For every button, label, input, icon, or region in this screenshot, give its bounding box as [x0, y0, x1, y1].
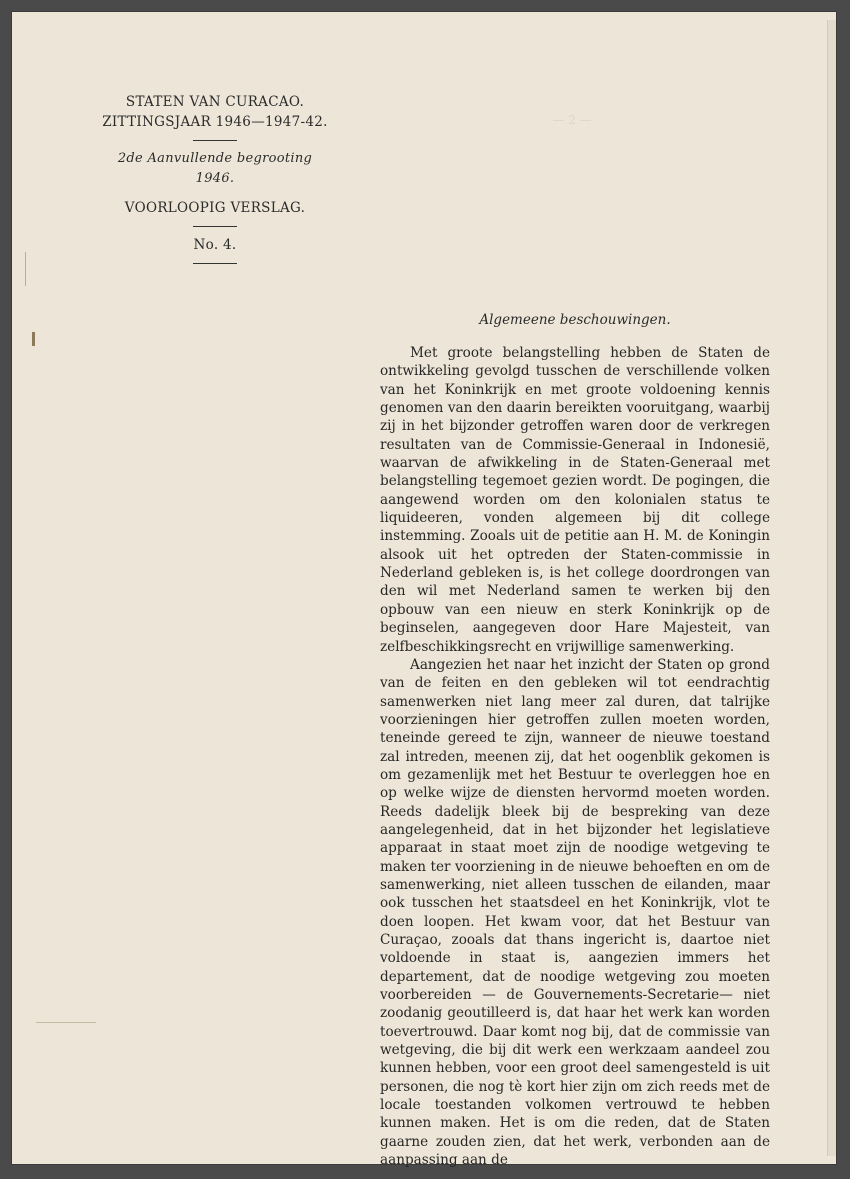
margin-mark [32, 332, 35, 346]
document-page [12, 12, 836, 1169]
divider [193, 226, 237, 227]
margin-mark [36, 1022, 96, 1023]
body-text [380, 344, 770, 1169]
margin-mark [25, 252, 26, 286]
divider [193, 140, 237, 141]
bleed-through-text [372, 112, 772, 129]
header-title: STATEN VAN CURACAO. [125, 94, 305, 110]
header-report: VOORLOOPIG VERSLAG. [124, 200, 306, 216]
header-subtitle: 2de Aanvullende begrooting 1946. [117, 151, 313, 186]
paragraph: Met groote belangstelling hebben de Staten de ontwikkeling gevolgd tusschen de verschillende volken van het Koninkrijk en met groote voldoening kennis genomen van den daarin bereikten vooruitgang, waarbij zij in het bijzonder getroffen waren door de verkregen resultaten van de Commissie-Generaal in Indonesië, waarvan de afwikkeling in de Staten-Generaal met belangstelling tegemoet gezien wordt. De pogingen, die aangewend worden om den kolonialen status te liquideeren, vonden algemeen bij dit college instemming. Zooals uit de petitie aan H. M. de Koningin alsook uit het optreden der Staten-commissie in Nederland gebleken is, is het college doordrongen van den wil met Nederland samen te werken bij den opbouw van een nieuw en sterk Koninkrijk op de beginselen, aangegeven door Hare Majesteit, van zelfbeschikkingsrecht en vrijwillige samenwerking. [380, 345, 770, 655]
header-number: No. 4. [193, 237, 237, 253]
section-heading: Algemeene beschouwingen. [479, 312, 671, 328]
page-edge [827, 20, 836, 1156]
ghost-page-number: — 2 — [552, 113, 592, 127]
document-header [100, 92, 330, 272]
header-session: ZITTINGSJAAR 1946—1947-42. [102, 114, 328, 130]
divider [193, 263, 237, 264]
paragraph: Aangezien het naar het inzicht der Staten op grond van de feiten en den gebleken wil tot eendrachtig samenwerken niet lang meer zal duren, dat talrijke voorzieningen hier getroffen zullen moeten worden, teneinde gereed te zijn, wanneer de nieuwe toestand zal intreden, meenen zij, dat het oogenblik gekomen is om gezamenlijk met het Bestuur te overleggen hoe en op welke wijze de diensten hervormd moeten worden. Reeds dadelijk bleek bij de bespreking van deze aangelegenheid, dat in het bijzonder het legislatieve apparaat in staat moet zijn de noodige wetgeving te maken ter voorziening in de nieuwe behoeften en om de samenwerking, niet alleen tusschen de eilanden, maar ook tusschen het staatsdeel en het Koninkrijk, vlot te doen loopen. Het kwam voor, dat het Bestuur van Curaçao, zooals dat thans ingericht is, daartoe niet voldoende in staat is, aangezien immers het departement, dat de noodige wetgeving zou moeten voorbereiden — de Gouvernements-Secretarie— niet zoodanig geoutilleerd is, dat haar het werk kan worden toevertrouwd. Daar komt nog bij, dat de commissie van wetgeving, die bij dit werk een werkzaam aandeel zou kunnen hebben, voor een groot deel samengesteld is uit personen, die nog tè kort hier zijn om zich reeds met de locale toestanden volkomen vertrouwd te hebben kunnen maken. Het is om die reden, dat de Staten gaarne zouden zien, dat het werk, verbonden aan de aanpassing aan de [380, 656, 770, 1169]
